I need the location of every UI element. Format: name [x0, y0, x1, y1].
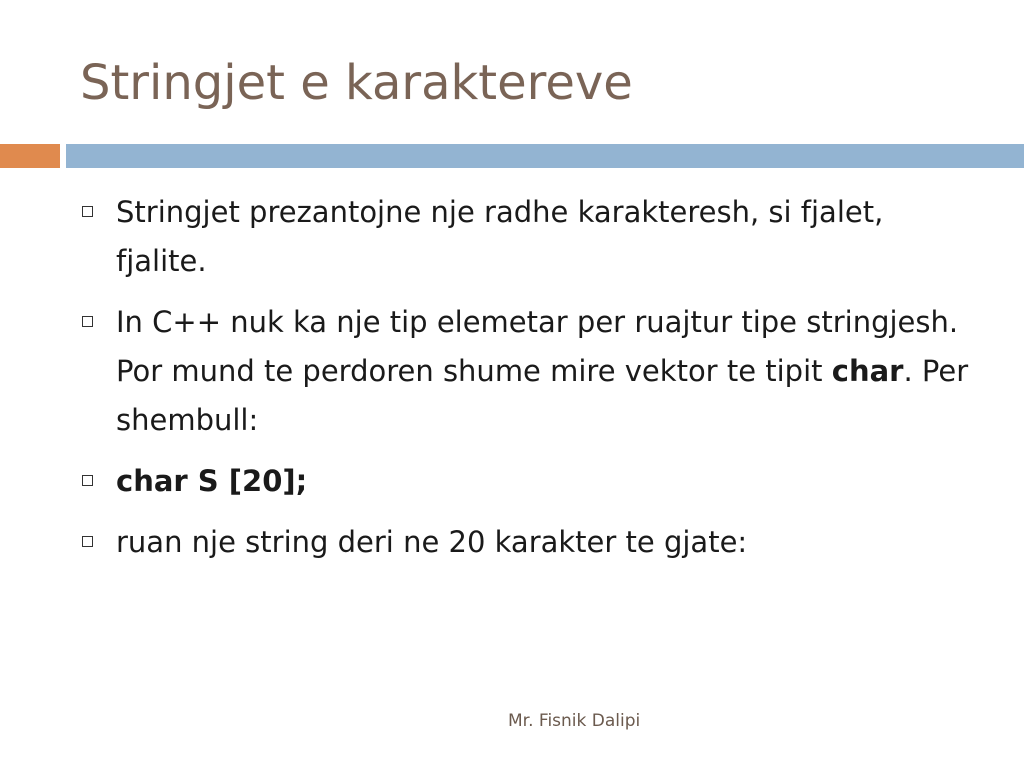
bullet-text-4: ruan nje string deri ne 20 karakter te gjate: [116, 525, 748, 559]
bullet-text-2-after: . Per shembull: [116, 354, 969, 437]
slide-title: Stringjet e karaktereve [80, 55, 633, 111]
bullet-item-2 [80, 298, 980, 445]
footer-author: Mr. Fisnik Dalipi [508, 711, 641, 731]
square-bullet-icon [82, 475, 93, 486]
bullet-item-1 [80, 188, 980, 286]
bullet-text-2-before: In C++ nuk ka nje tip elemetar per ruajtur tipe stringjesh. Por mund te perdoren shume mire vektor te tipit [116, 305, 959, 388]
bullet-text-1: Stringjet prezantojne nje radhe karakteresh, si fjalet, fjalite. [116, 195, 884, 278]
square-bullet-icon [82, 316, 93, 327]
accent-bar-left [0, 144, 60, 168]
square-bullet-icon [82, 206, 93, 217]
bullet-item-3 [80, 457, 980, 506]
bullet-text-2-bold: char [831, 354, 904, 388]
accent-bar-right [66, 144, 1024, 168]
bullet-item-4 [80, 518, 980, 567]
bullet-list [80, 188, 980, 579]
bullet-code-example: char S [20]; [116, 464, 308, 498]
square-bullet-icon [82, 536, 93, 547]
